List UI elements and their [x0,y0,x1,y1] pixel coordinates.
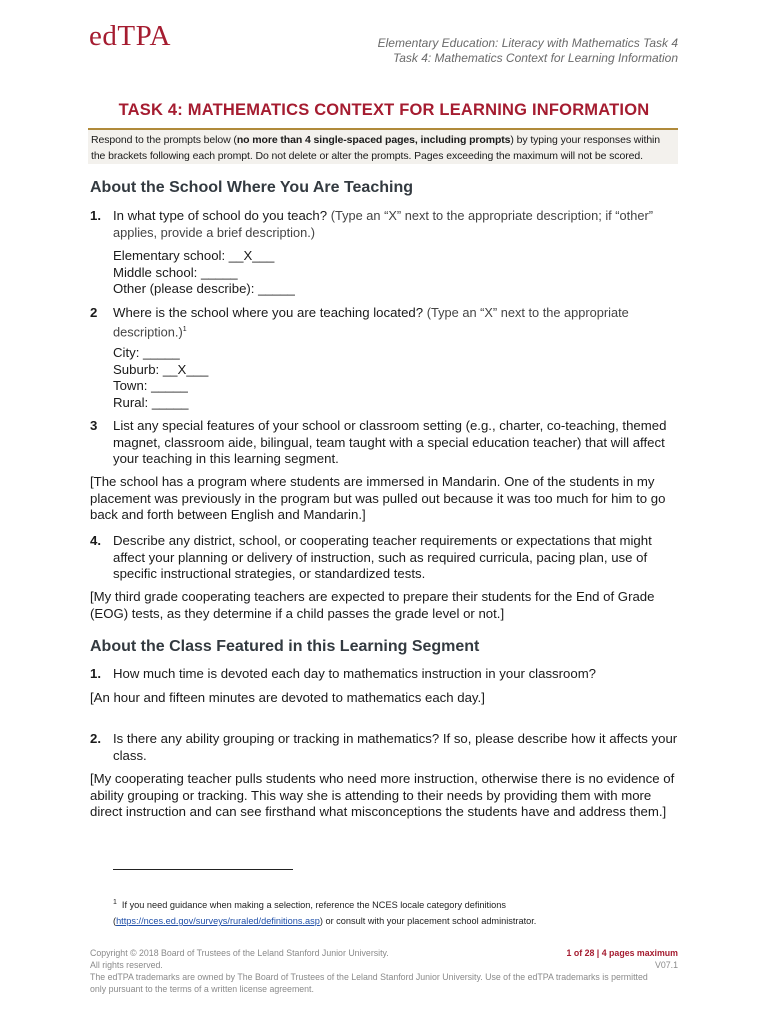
running-header [378,36,678,66]
question-number: 1. [90,208,101,223]
question-text: Where is the school where you are teaching located? [113,305,427,320]
option-other[interactable]: Other (please describe): _____ [113,281,295,296]
option-rural[interactable]: Rural: _____ [113,394,189,410]
page-number: 1 of 28 | 4 pages maximum [566,948,678,958]
footnote-paren: ( [113,916,117,927]
option-suburb[interactable]: Suburb: __X___ [113,361,209,377]
nces-link[interactable]: https://nces.ed.gov/surveys/ruraled/definitions.asp [116,916,320,927]
question-math-time [90,666,680,683]
question-text: In what type of school do you teach? [113,208,331,223]
footnote-text: If you need guidance when making a selection, reference the NCES locale category definitions [121,900,506,911]
question-hint: (Type an “X” next to the appropriate description; if “other” applies, provide a brief description.) [113,208,653,240]
answer-requirements[interactable]: [My third grade cooperating teachers are expected to prepare their students for the End of Grade (EOG) tests, as they determine if a child passes the grade level or not.] [90,589,655,621]
question-special-features [90,418,680,468]
version-label: V07.1 [655,960,678,970]
instructions-text-2: ) by typing your responses within the brackets following each prompt. Do not delete or alter the prompts. Pages exceeding the maximum will not be scored. [91,134,661,162]
footer-page-info [567,947,679,971]
footnote-divider [113,869,293,870]
trademark-line: The edTPA trademarks are owned by The Board of Trustees of the Leland Stanford Junior University. Use of the edTPA trademarks is permitted only pursuant to the terms of a written license agreement. [90,972,648,994]
option-middle[interactable]: Middle school: _____ [113,264,238,280]
question-text: Describe any district, school, or cooperating teacher requirements or expectations that might affect your planning or delivery of instruction, such as required curricula, pacing plan, use of specific instructional strategies, or standardized tests. [113,533,652,581]
school-type-options [113,248,295,298]
option-elementary[interactable]: Elementary school: __X___ [113,248,275,263]
instructions-text: Respond to the prompts below ( [91,134,237,146]
question-number: 2 [90,305,98,320]
option-city[interactable]: City: _____ [113,345,180,360]
copyright-line: Copyright © 2018 Board of Trustees of the Leland Stanford Junior University. [90,948,389,958]
instructions-emphasis: no more than 4 single-spaced pages, including prompts [236,134,511,146]
question-text: Is there any ability grouping or tracking in mathematics? If so, please describe how it affects your class. [113,731,678,763]
rights-line: All rights reserved. [90,960,163,970]
section-heading-school: About the School Where You Are Teaching [90,179,413,196]
question-ability-grouping [90,731,680,764]
question-school-type [90,208,680,241]
question-number: 4. [90,533,101,548]
section-heading-class: About the Class Featured in this Learning Segment [90,638,480,655]
answer-special-features[interactable]: [The school has a program where students are immersed in Mandarin. One of the students in my placement was previously in the program but was pulled out because it was too much for him to go back and forth between English and Mandarin.] [90,474,666,522]
location-options [113,345,208,411]
footnote-marker: 1 [182,325,187,333]
footnote [113,895,583,929]
edtpa-logo: edTPA [89,20,171,52]
footnote-marker: 1 [113,899,117,906]
header-line-1: Elementary Education: Literacy with Mathematics Task 4 [377,36,678,50]
instructions-box [88,128,678,164]
question-number: 1. [90,666,101,681]
question-text: How much time is devoted each day to mathematics instruction in your classroom? [113,666,597,681]
question-hint: (Type an “X” next to the appropriate description.) [113,305,629,339]
option-town[interactable]: Town: _____ [113,378,188,393]
footnote-text-2: ) or consult with your placement school administrator. [319,916,537,927]
page-title: TASK 4: MATHEMATICS CONTEXT FOR LEARNING INFORMATION [118,101,650,119]
question-text: List any special features of your school or classroom setting (e.g., charter, co-teaching, themed magnet, classroom aide, bilingual, team taught with a special education teacher) that will affect your teaching in this learning segment. [113,418,667,466]
question-school-location [90,305,680,340]
header-line-2: Task 4: Mathematics Context for Learning Information [392,51,678,65]
answer-ability-grouping[interactable]: [My cooperating teacher pulls students who need more instruction, otherwise there is no evidence of ability grouping or tracking. This way she is attending to their needs by providing them with more direct instruction and can see firsthand what misconceptions the students have and address them.] [90,771,675,819]
question-number: 3 [90,418,98,433]
question-number: 2. [90,731,101,746]
question-requirements [90,533,680,583]
answer-math-time[interactable]: [An hour and fifteen minutes are devoted to mathematics each day.] [90,690,485,705]
